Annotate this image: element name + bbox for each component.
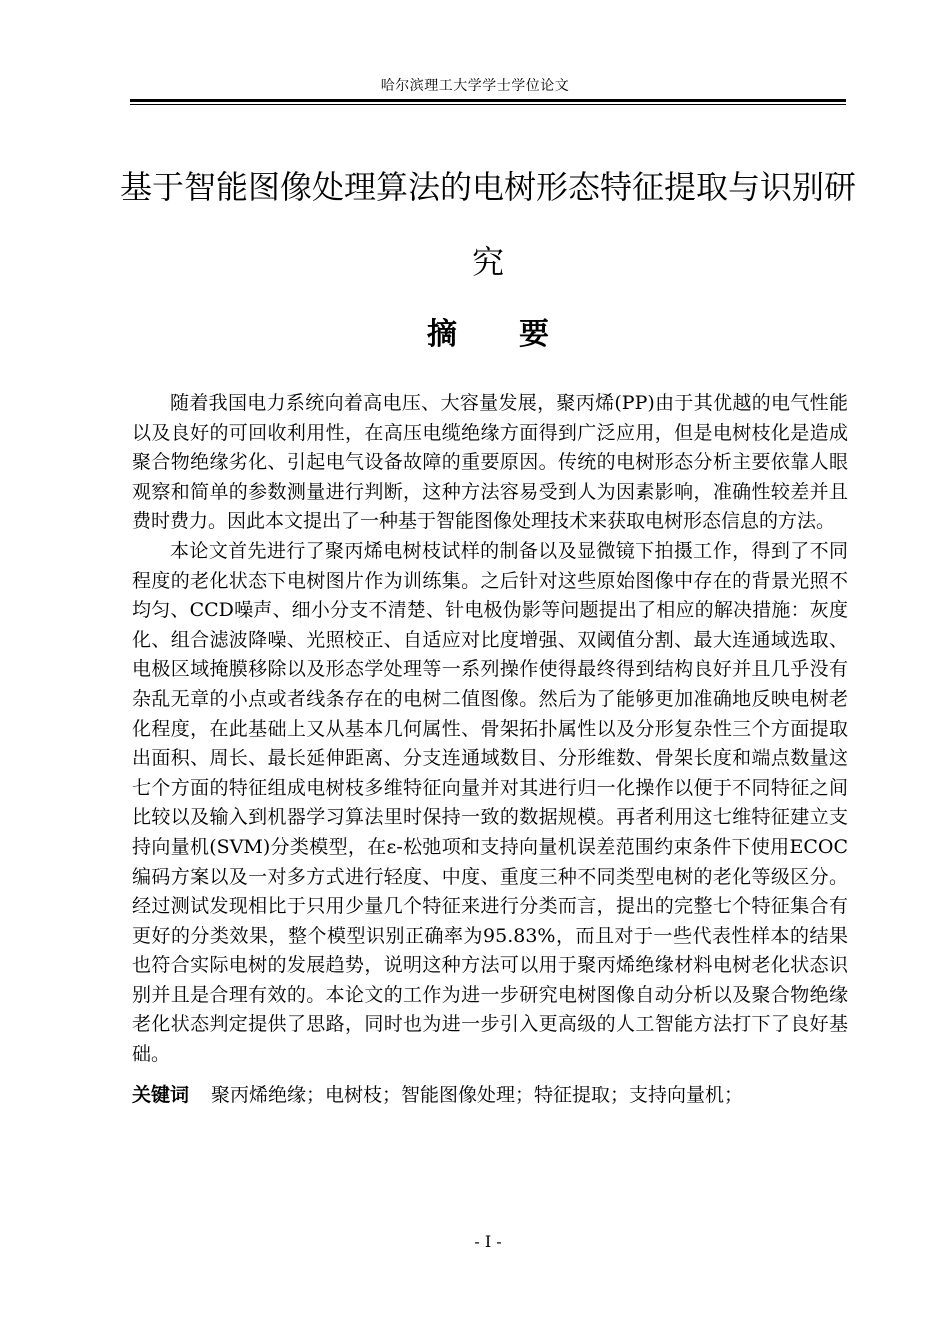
keywords-line (132, 1081, 848, 1109)
abstract-body (132, 389, 848, 1070)
page-number: - I - (474, 1232, 502, 1251)
abstract-paragraph-1: 随着我国电力系统向着高电压、大容量发展，聚丙烯(PP)由于其优越的电气性能以及良好的可回收利用性，在高压电缆绝缘方面得到广泛应用，但是电树枝化是造成聚合物绝缘劣化、引起电气设备故障的重要原因。传统的电树形态分析主要依靠人眼观察和简单的参数测量进行判断，这种方法容易受到人为因素影响，准确性较差并且费时费力。因此本文提出了一种基于智能图像处理技术来获取电树形态信息的方法。 (132, 392, 848, 533)
abstract-heading (0, 313, 950, 357)
keywords-label: 关键词 (132, 1084, 190, 1106)
running-header: 哈尔滨理工大学学士学位论文 (380, 78, 570, 94)
abstract-heading-char-1: 摘 (427, 317, 457, 352)
paper-title: 基于智能图像处理算法的电树形态特征提取与识别研究 (120, 168, 857, 281)
keywords-text: 聚丙烯绝缘；电树枝；智能图像处理；特征提取；支持向量机； (211, 1084, 744, 1106)
abstract-heading-char-2: 要 (519, 317, 549, 352)
abstract-paragraph-2: 本论文首先进行了聚丙烯电树枝试样的制备以及显微镜下拍摄工作，得到了不同程度的老化状态下电树图片作为训练集。之后针对这些原始图像中存在的背景光照不均匀、CCD噪声、细小分支不清楚、针电极伪影等问题提出了相应的解决措施：灰度化、组合滤波降噪、光照校正、自适应对比度增强、双阈值分割、最大连通域选取、电极区域掩膜移除以及形态学处理等一系列操作使得最终得到结构良好并且几乎没有杂乱无章的小点或者线条存在的电树二值图像。然后为了能够更加准确地反映电树老化程度，在此基础上又从基本几何属性、骨架拓扑属性以及分形复杂性三个方面提取出面积、周长、最长延伸距离、分支连通域数目、分形维数、骨架长度和端点数量这七个方面的特征组成电树枝多维特征向量并对其进行归一化操作以便于不同特征之间比较以及输入到机器学习算法里时保持一致的数据规模。再者利用这七维特征建立支持向量机(SVM)分类模型，在ε-松弛项和支持向量机误差范围约束条件下使用ECOC编码方案以及一对多方式进行轻度、中度、重度三种不同类型电树的老化等级区分。经过测试发现相比于只用少量几个特征来进行分类而言，提出的完整七个特征集合有更好的分类效果，整个模型识别正确率为95.83%，而且对于一些代表性样本的结果也符合实际电树的发展趋势，说明这种方法可以用于聚丙烯绝缘材料电树老化状态识别并且是合理有效的。本论文的工作为进一步研究电树图像自动分析以及聚合物绝缘老化状态判定提供了思路，同时也为进一步引入更高级的人工智能方法打下了良好基础。 (132, 539, 848, 1066)
header-rule-thick (130, 99, 846, 102)
header-rule-thin (130, 104, 846, 105)
